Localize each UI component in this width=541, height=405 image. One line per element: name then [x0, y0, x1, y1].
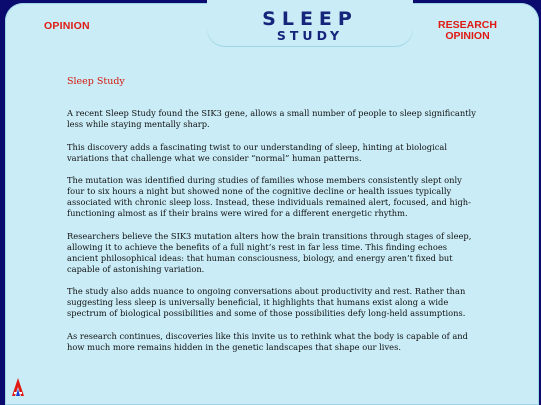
article-paragraph: Researchers believe the SIK3 mutation alters how the brain transitions through stages of sleep, allowing it to achieve the benefits of a full night’s rest in far less time. This finding echoes ancient philosophical ideas: that human consciousness, biology, and energy aren’t fixed but capable of astonishing variation.: [67, 230, 472, 274]
nav-research-opinion-link[interactable]: [430, 20, 505, 42]
nav-opinion-link[interactable]: OPINION: [44, 20, 90, 32]
red-arrow-logo-icon: [11, 378, 25, 398]
article-paragraph: A recent Sleep Study found the SIK3 gene, allows a small number of people to sleep significantly less while staying mentally sharp.: [67, 108, 476, 129]
nav-research-label: RESEARCH: [438, 19, 497, 31]
article-paragraph: The mutation was identified during studies of families whose members consistently slept only four to six hours a night but showed none of the cognitive decline or health issues typically associated with chronic sleep loss. Instead, these individuals remained alert, focused, and high-functioning almost as if their brains were wired for a different energetic rhythm.: [67, 175, 471, 218]
logo-line-study: STUDY: [276, 28, 344, 43]
article: [67, 76, 477, 364]
article-paragraph: The study also adds nuance to ongoing conversations about productivity and rest. Rather than suggesting less sleep is universally beneficial, it highlights that humans exist along a wide spectrum of biological possibilities and some of those possibilities defy long-held assumptions.: [67, 286, 466, 318]
logo-line-sleep: SLEEP: [262, 8, 358, 30]
nav-opinion-label: OPINION: [445, 30, 490, 42]
article-paragraph: This discovery adds a fascinating twist to our understanding of sleep, hinting at biological variations that challenge what we consider “normal” human patterns.: [67, 141, 447, 163]
site-logo[interactable]: [210, 9, 410, 43]
article-title: Sleep Study: [67, 76, 125, 87]
article-paragraph: As research continues, discoveries like this invite us to rethink what the body is capable of and how much more remains hidden in the genetic landscapes that shape our lives.: [67, 330, 468, 352]
